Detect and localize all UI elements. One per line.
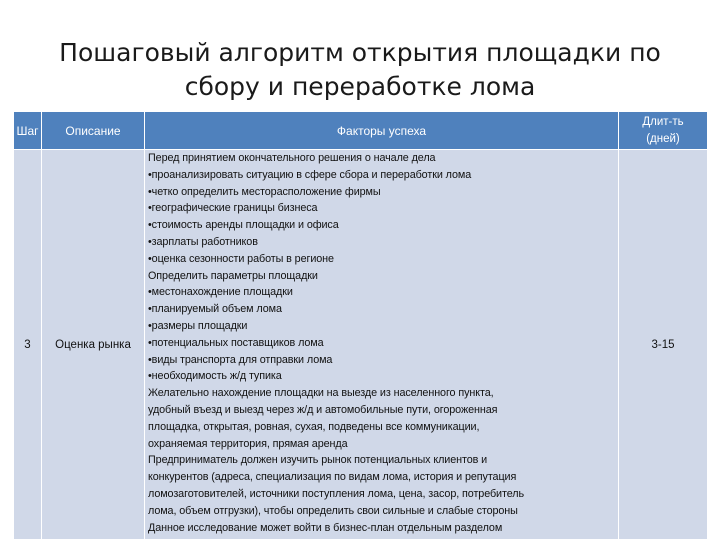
factors-list — [148, 150, 616, 536]
factor-line: •зарплаты работников — [148, 235, 258, 248]
header-step: Шаг — [14, 112, 42, 150]
table-header-row — [14, 112, 708, 150]
factor-line: лома, объем отгрузки), чтобы определить свои сильные и слабые стороны — [148, 504, 518, 517]
cell-duration: 3-15 — [619, 150, 708, 540]
factor-line: •местонахождение площадки — [148, 286, 293, 299]
factor-line: •размеры площадки — [148, 319, 248, 332]
factor-line: •стоимость аренды площадки и офиса — [148, 219, 339, 232]
factor-line: Предприниматель должен изучить рынок потенциальных клиентов и — [148, 454, 488, 467]
header-factors: Факторы успеха — [145, 112, 619, 150]
header-duration-line-1: Длит-ть — [642, 115, 684, 128]
algorithm-table — [13, 111, 708, 540]
slide-title-line-2: сбору и переработке лома — [184, 72, 536, 101]
factor-line: конкурентов (адреса, специализация по видам лома, история и репутация — [148, 471, 517, 484]
factor-line: •потенциальных поставщиков лома — [148, 336, 324, 349]
factor-line: Желательно нахождение площадки на выезде из населенного пункта, — [148, 387, 494, 400]
factor-line: Данное исследование может войти в бизнес-план отдельным разделом — [148, 521, 503, 534]
factor-line: •планируемый объем лома — [148, 303, 282, 316]
factor-line: ломозаготовителей, источники поступления лома, цена, засор, потребитель — [148, 487, 524, 500]
slide-title-line-1: Пошаговый алгоритм открытия площадки по — [59, 38, 661, 67]
factor-line: •географические границы бизнеса — [148, 202, 318, 215]
factor-line: площадка, открытая, ровная, сухая, подведены все коммуникации, — [148, 420, 480, 433]
factor-line: охраняемая территория, прямая аренда — [148, 437, 348, 450]
slide-title — [0, 36, 720, 104]
factor-line: Перед принятием окончательного решения о начале дела — [148, 152, 436, 164]
cell-step: 3 — [14, 150, 42, 540]
factor-line: •проанализировать ситуацию в сфере сбора и переработки лома — [148, 168, 472, 181]
header-duration-line-2: (дней) — [646, 132, 680, 145]
factor-line: •необходимость ж/д тупика — [148, 370, 282, 383]
factor-line: •четко определить месторасположение фирмы — [148, 185, 381, 198]
factor-line: Определить параметры площадки — [148, 269, 318, 282]
factor-line: •оценка сезонности работы в регионе — [148, 252, 334, 265]
table-row — [14, 150, 708, 540]
cell-description: Оценка рынка — [42, 150, 145, 540]
factor-line: удобный въезд и выезд через ж/д и автомобильные пути, огороженная — [148, 403, 498, 416]
factor-line: •виды транспорта для отправки лома — [148, 353, 333, 366]
header-duration — [619, 112, 708, 150]
cell-factors — [145, 150, 619, 540]
header-description: Описание — [42, 112, 145, 150]
